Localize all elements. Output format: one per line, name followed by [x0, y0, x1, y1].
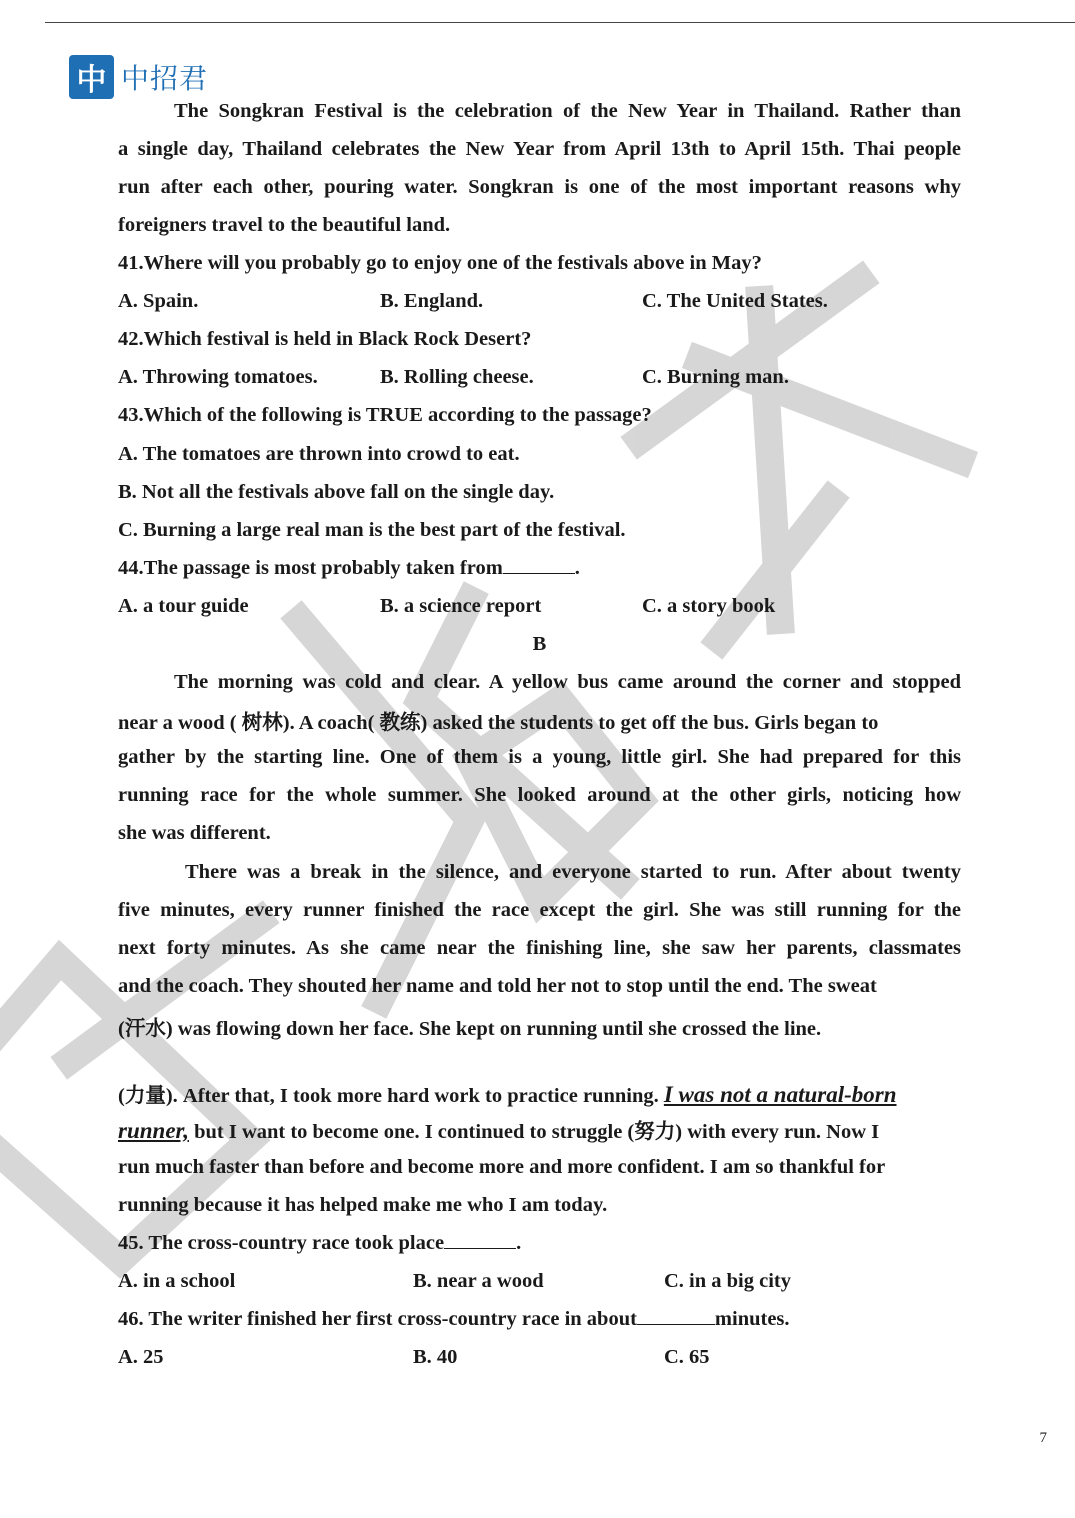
q45-stem-end: . — [516, 1232, 522, 1254]
q43-option-a: A. The tomatoes are thrown into crowd to eat. — [118, 443, 520, 465]
q44-stem: 44.The passage is most probably taken from — [118, 557, 503, 579]
q41-option-c: C. The United States. — [642, 290, 828, 312]
passage-line: The Songkran Festival is the celebration of the New Year in Thailand. Rather than — [174, 100, 961, 122]
q46-option-a: A. 25 — [118, 1346, 164, 1368]
passage-line: gather by the starting line. One of them is a young, little girl. She had prepared for this — [118, 746, 961, 768]
q41-option-b: B. England. — [380, 290, 484, 312]
question-45 — [118, 1232, 521, 1255]
q42-option-c: C. Burning man. — [642, 366, 789, 388]
q42-option-a: A. Throwing tomatoes. — [118, 366, 318, 388]
question-43: 43.Which of the following is TRUE according to the passage? — [118, 404, 652, 426]
section-heading: B — [532, 633, 547, 655]
q46-option-b: B. 40 — [413, 1346, 458, 1368]
passage-text: but I want to become one. I continued to struggle (努力) with every run. Now I — [188, 1121, 880, 1143]
passage-line: There was a break in the silence, and everyone started to run. After about twenty — [185, 861, 961, 883]
passage-line: run much faster than before and become more and more confident. I am so thankful for — [118, 1156, 886, 1178]
q43-option-c: C. Burning a large real man is the best part of the festival. — [118, 519, 626, 541]
passage-line: she was different. — [118, 822, 271, 844]
answer-blank — [444, 1232, 516, 1249]
emphasized-phrase: runner, — [118, 1118, 189, 1143]
passage-line: near a wood ( 树林). A coach( 教练) asked the students to get off the bus. Girls began to — [118, 712, 879, 734]
brand-name: 中招君 — [121, 62, 209, 95]
passage-line: five minutes, every runner finished the race except the girl. She was still running for the — [118, 899, 961, 921]
question-44 — [118, 557, 580, 580]
passage-text: (力量). After that, I took more hard work to practice running. — [118, 1085, 664, 1107]
question-41: 41.Where will you probably go to enjoy one of the festivals above in May? — [118, 252, 762, 274]
brand-mark-icon: 中 — [69, 55, 114, 99]
brand-logo — [69, 55, 208, 99]
q45-option-b: B. near a wood — [413, 1270, 544, 1292]
passage-line: The morning was cold and clear. A yellow bus came around the corner and stopped — [174, 671, 961, 693]
passage-line: a single day, Thailand celebrates the New Year from April 13th to April 15th. Thai people — [118, 138, 961, 160]
q44-stem-end: . — [574, 557, 580, 579]
passage-line: foreigners travel to the beautiful land. — [118, 214, 451, 236]
q45-option-a: A. in a school — [118, 1270, 236, 1292]
q46-option-c: C. 65 — [664, 1346, 710, 1368]
page-number: 7 — [1039, 1430, 1047, 1446]
q45-stem: 45. The cross-country race took place — [118, 1232, 445, 1254]
q42-option-b: B. Rolling cheese. — [380, 366, 534, 388]
question-42: 42.Which festival is held in Black Rock Desert? — [118, 328, 532, 350]
q44-option-a: A. a tour guide — [118, 595, 249, 617]
q41-option-a: A. Spain. — [118, 290, 199, 312]
passage-line — [118, 1114, 879, 1144]
passage-line: running race for the whole summer. She looked around at the other girls, noticing how — [118, 784, 961, 806]
q43-option-b: B. Not all the festivals above fall on the single day. — [118, 481, 555, 503]
q46-stem-end: minutes. — [714, 1308, 790, 1330]
passage-line: next forty minutes. As she came near the finishing line, she saw her parents, classmates — [118, 937, 961, 959]
passage-line: run after each other, pouring water. Songkran is one of the most important reasons why — [118, 176, 961, 198]
emphasized-phrase: I was not a natural-born — [663, 1082, 897, 1107]
passage-line: and the coach. They shouted her name and told her not to stop until the end. The sweat — [118, 975, 877, 997]
passage-line — [118, 1078, 897, 1108]
header-rule — [45, 22, 1075, 23]
passage-line: (汗水) was flowing down her face. She kept on running until she crossed the line. — [118, 1018, 822, 1040]
q45-option-c: C. in a big city — [664, 1270, 791, 1292]
passage-line: running because it has helped make me who I am today. — [118, 1194, 608, 1216]
answer-blank — [637, 1308, 715, 1325]
answer-blank — [503, 557, 575, 574]
question-46 — [118, 1308, 790, 1331]
q44-option-b: B. a science report — [380, 595, 542, 617]
q46-stem: 46. The writer finished her first cross-country race in about — [118, 1308, 637, 1330]
q44-option-c: C. a story book — [642, 595, 776, 617]
